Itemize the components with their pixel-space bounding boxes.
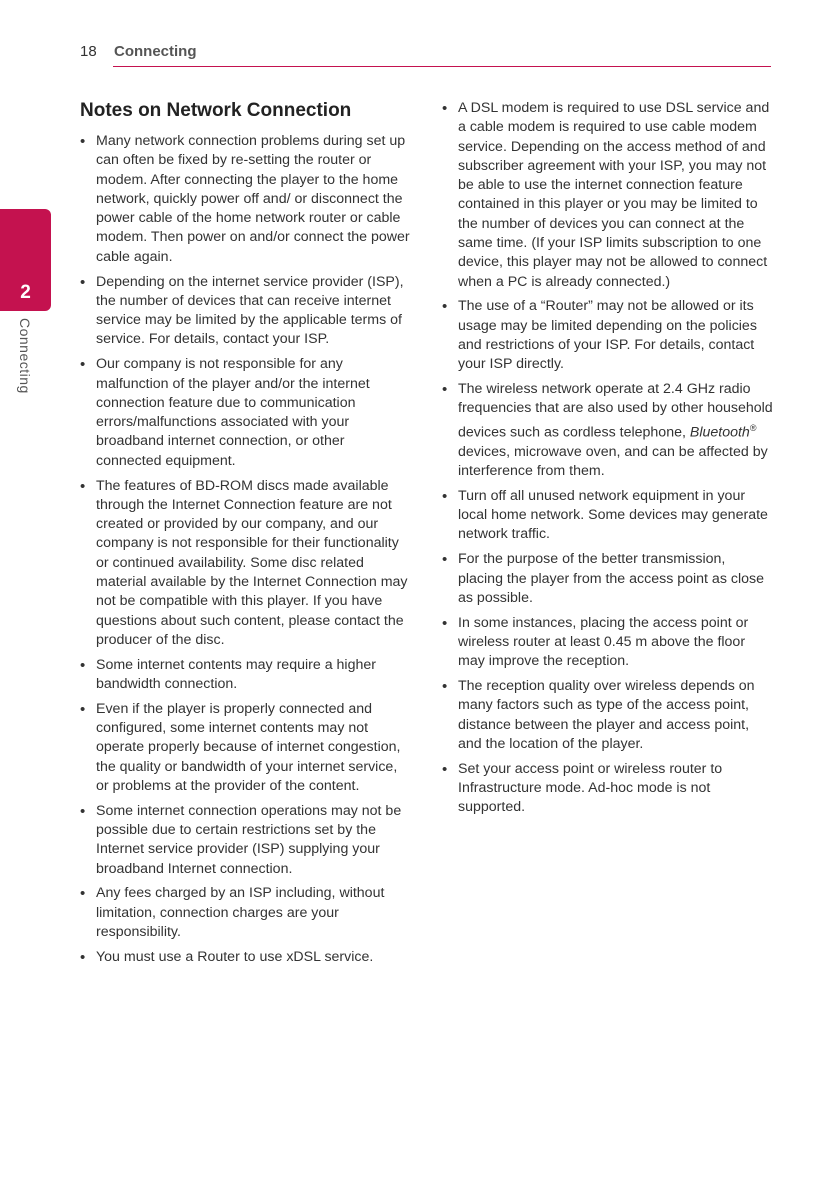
right-column xyxy=(442,99,774,823)
registered-mark: ® xyxy=(749,422,757,433)
list-item: • Turn off all unused network equipment in your local home network. Some devices may generate network traffic. xyxy=(442,487,774,545)
list-item: • In some instances, placing the access point or wireless router at least 0.45 m above the floor may improve the reception. xyxy=(442,614,774,672)
list-item: • The features of BD-ROM discs made available through the Internet Connection feature are not created or provided by our company, and our company is not responsible for their functionality or continued availability. Some disc related material available by the Internet Connection may not be compatible with this player. If you have questions about such content, please contact the producer of the disc. xyxy=(80,477,412,651)
header-divider xyxy=(113,66,771,67)
chapter-number: 2 xyxy=(20,282,31,303)
list-item: • For the purpose of the better transmission, placing the player from the access point as close as possible. xyxy=(442,550,774,608)
wireless-text-a: The wireless network operate at 2.4 GHz radio frequencies that are also used by other household devices such as cordless telephone, xyxy=(458,381,773,441)
list-item: • Our company is not responsible for any malfunction of the player and/or the internet connection feature due to communication errors/malfunctions associated with your broadband internet connection, or other connected equipment. xyxy=(80,355,412,471)
list-item: • Some internet contents may require a higher bandwidth connection. xyxy=(80,656,412,695)
list-item: • Any fees charged by an ISP including, without limitation, connection charges are your responsibility. xyxy=(80,884,412,942)
page-title: Notes on Network Connection xyxy=(80,100,352,121)
list-item: • A DSL modem is required to use DSL service and a cable modem is required to use cable modem service. Depending on the access method of and subscriber agreement with your ISP, you may not be able to use the internet connection feature contained in this player or you may be limited to the number of devices you can connect at the same time. (If your ISP limits subscription to one device, this player may not be allowed to connect when a PC is already connected.) xyxy=(442,99,774,292)
list-item-wireless xyxy=(442,380,774,481)
chapter-tab xyxy=(0,209,51,311)
notes-list-right xyxy=(442,99,774,818)
list-item: • The reception quality over wireless depends on many factors such as type of the access point, distance between the player and access point, and the location of the player. xyxy=(442,677,774,754)
notes-list-left xyxy=(80,132,412,967)
section-title: Connecting xyxy=(114,43,197,60)
left-column xyxy=(80,100,412,973)
list-item: • You must use a Router to use xDSL service. xyxy=(80,948,412,967)
chapter-label-text: Connecting xyxy=(17,318,33,394)
list-item: • Depending on the internet service provider (ISP), the number of devices that can receive internet service may be limited by the applicable terms of service. For details, contact your ISP. xyxy=(80,273,412,350)
list-item: • Many network connection problems during set up can often be fixed by re-setting the router or modem. After connecting the player to the home network, quickly power off and/ or disconnect the power cable of the home network router or cable modem. Then power on and/or connect the power cable again. xyxy=(80,132,412,267)
list-item: • Even if the player is properly connected and configured, some internet contents may not operate properly because of internet congestion, the quality or bandwidth of your internet service, or problems at the provider of the content. xyxy=(80,700,412,796)
page-number: 18 xyxy=(80,43,97,60)
page-header xyxy=(80,40,771,67)
wireless-text-b: devices, microwave oven, and can be affected by interference from them. xyxy=(458,443,768,480)
list-item: • Some internet connection operations may not be possible due to certain restrictions set by the Internet service provider (ISP) supplying your broadband Internet connection. xyxy=(80,802,412,879)
chapter-label xyxy=(17,318,37,408)
bluetooth-term: Bluetooth xyxy=(689,424,750,441)
list-item: • Set your access point or wireless router to Infrastructure mode. Ad-hoc mode is not supported. xyxy=(442,760,774,818)
list-item: • The use of a “Router” may not be allowed or its usage may be limited depending on the policies and restrictions of your ISP. For details, contact your ISP directly. xyxy=(442,297,774,374)
